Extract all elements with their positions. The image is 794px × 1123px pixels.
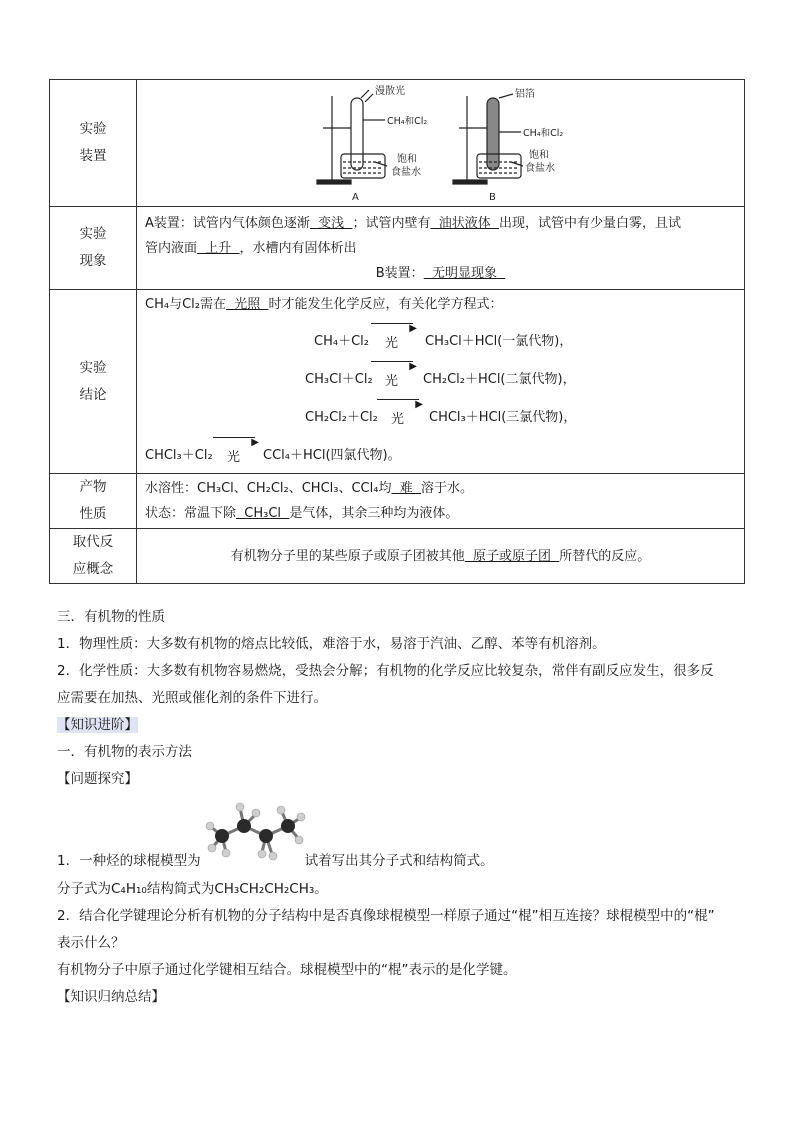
row-apparatus <box>50 80 745 207</box>
answer-blank: 上升 <box>197 240 240 256</box>
text: 溶于水。 <box>420 481 473 496</box>
answer-blank: 光照 <box>225 297 269 312</box>
answer-blank: 原子或原子团 <box>464 548 560 564</box>
question-2: 表示什么？ <box>57 935 125 951</box>
equation-rhs: CCl₄＋HCl(四氯代物)。 <box>263 448 401 463</box>
text: 出现，试管中有少量白雾，且试 <box>498 215 681 231</box>
text: 时才能发生化学反应，有关化学方程式： <box>268 297 503 312</box>
label-line: 产物 <box>79 479 107 495</box>
label-line: 现象 <box>79 253 107 269</box>
label-definition <box>50 529 137 584</box>
reaction-arrow: ▶ 光 <box>213 435 259 465</box>
condition: 光 <box>391 412 405 427</box>
apparatus-b <box>453 94 523 184</box>
paragraph: 1．物理性质：大多数有机物的熔点比较低，难溶于水，易溶于汽油、乙醇、苯等有机溶剂。 <box>57 636 606 652</box>
a-letter: A <box>352 192 359 203</box>
question-1 <box>57 848 494 874</box>
definition-cell <box>137 529 745 584</box>
conclusion-intro <box>145 292 736 317</box>
equation-lhs: CH₄＋Cl₂ <box>314 334 369 349</box>
answer-2: 有机物分子中原子通过化学键相互结合。球棍模型中的“棍”表示的是化学键。 <box>57 962 517 978</box>
answer-blank: 油状液体 <box>430 215 499 231</box>
label-line: 实验 <box>79 226 107 242</box>
equation-lhs: CH₂Cl₂＋Cl₂ <box>305 410 378 425</box>
row-definition <box>50 529 745 584</box>
text: 是气体，其余三种均为液体。 <box>289 506 459 521</box>
label-apparatus <box>50 80 137 207</box>
label-line: 实验 <box>79 359 107 376</box>
equation-lhs: CHCl₃＋Cl₂ <box>145 448 213 463</box>
label-properties <box>50 474 137 529</box>
equation-lhs: CH₃Cl＋Cl₂ <box>305 372 373 387</box>
tag-advance: 【知识进阶】 <box>57 717 138 733</box>
phenomena-b-line <box>145 261 736 286</box>
text: 试着写出其分子式和结构简式。 <box>304 853 494 869</box>
text: A装置：试管内气体颜色逐渐 <box>145 215 310 231</box>
section-title: 一．有机物的表示方法 <box>57 744 192 760</box>
state-line <box>145 501 736 526</box>
experiment-table <box>49 79 745 584</box>
apparatus-cell <box>137 80 745 207</box>
phenomena-a-line1 <box>145 211 736 236</box>
label-line: 实验 <box>79 121 107 137</box>
tag-heading: 【问题探究】 <box>57 771 138 787</box>
equation-rhs: CH₃Cl＋HCl(一氯代物)， <box>425 334 573 349</box>
label-line: 结论 <box>79 386 107 403</box>
label-conclusion <box>50 290 137 474</box>
text: 有机物分子里的某些原子或原子团被其他 <box>230 548 465 564</box>
condition: 光 <box>385 374 399 389</box>
answer-blank: 难 <box>391 481 421 496</box>
a-light-label: 漫散光 <box>375 86 405 97</box>
equation-3 <box>145 393 736 431</box>
a-water-label: 饱和 <box>397 154 417 165</box>
text: 1．一种烃的球棍模型为 <box>57 853 201 869</box>
text: CH₄与Cl₂需在 <box>145 297 226 312</box>
text: 管内液面 <box>145 240 198 256</box>
apparatus-diagram <box>137 80 745 206</box>
reaction-arrow: ▶ 光 <box>371 359 417 389</box>
equation-rhs: CH₂Cl₂＋HCl(二氯代物)， <box>423 372 576 387</box>
tag-heading <box>57 712 138 738</box>
equation-4 <box>145 431 736 469</box>
reaction-arrow: ▶ 光 <box>377 397 423 427</box>
label-line: 性质 <box>79 506 107 522</box>
answer-blank: 无明显现象 <box>423 265 506 281</box>
a-gas-label: CH₄和Cl₂ <box>387 116 428 127</box>
phenomena-a-line2 <box>145 236 736 261</box>
text: ；试管内壁有 <box>352 215 431 231</box>
question-2: 2．结合化学键理论分析有机物的分子结构中是否真像球棍模型一样原子通过“棍”相互连接？球棍模型中的“棍” <box>57 908 715 924</box>
conclusion-cell <box>137 290 745 474</box>
row-conclusion <box>50 290 745 474</box>
properties-cell <box>137 474 745 529</box>
b-foil-label: 铝箔 <box>515 89 535 100</box>
answer-blank: 变浅 <box>309 215 353 231</box>
answer-blank: CH₃Cl <box>236 506 290 521</box>
equation-rhs: CHCl₃＋HCl(三氯代物)， <box>429 410 577 425</box>
phenomena-cell <box>137 207 745 290</box>
label-line: 取代反 <box>72 534 114 550</box>
tag-heading: 【知识归纳总结】 <box>57 989 165 1005</box>
paragraph: 应需要在加热、光照或催化剂的条件下进行。 <box>57 690 327 706</box>
equation-1 <box>145 317 736 355</box>
text: 所替代的反应。 <box>559 548 651 564</box>
b-letter: B <box>489 192 496 203</box>
text: ，水槽内有固体析出 <box>239 240 357 256</box>
b-water-label: 食盐水 <box>525 163 555 174</box>
a-water-label: 食盐水 <box>391 167 421 178</box>
row-phenomena <box>50 207 745 290</box>
paragraph: 2．化学性质：大多数有机物容易燃烧，受热会分解；有机物的化学反应比较复杂，常伴有副反应发生，很多反 <box>57 663 714 679</box>
label-phenomena <box>50 207 137 290</box>
row-properties <box>50 474 745 529</box>
section-title: 三．有机物的性质 <box>57 609 165 625</box>
text: 状态：常温下除 <box>145 506 237 521</box>
text: B装置： <box>375 265 424 281</box>
condition: 光 <box>385 336 399 351</box>
b-gas-label: CH₄和Cl₂ <box>523 128 564 139</box>
apparatus-a <box>317 90 387 184</box>
condition: 光 <box>227 450 241 465</box>
solubility-line <box>145 476 736 501</box>
reaction-arrow: ▶ 光 <box>371 321 417 351</box>
equation-2 <box>145 355 736 393</box>
label-line: 装置 <box>79 148 107 164</box>
b-water-label: 饱和 <box>529 150 549 161</box>
label-line: 应概念 <box>72 561 114 577</box>
text: 水溶性：CH₃Cl、CH₂Cl₂、CHCl₃、CCl₄均 <box>145 481 392 496</box>
answer-1: 分子式为C₄H₁₀结构简式为CH₃CH₂CH₂CH₃。 <box>57 881 328 897</box>
